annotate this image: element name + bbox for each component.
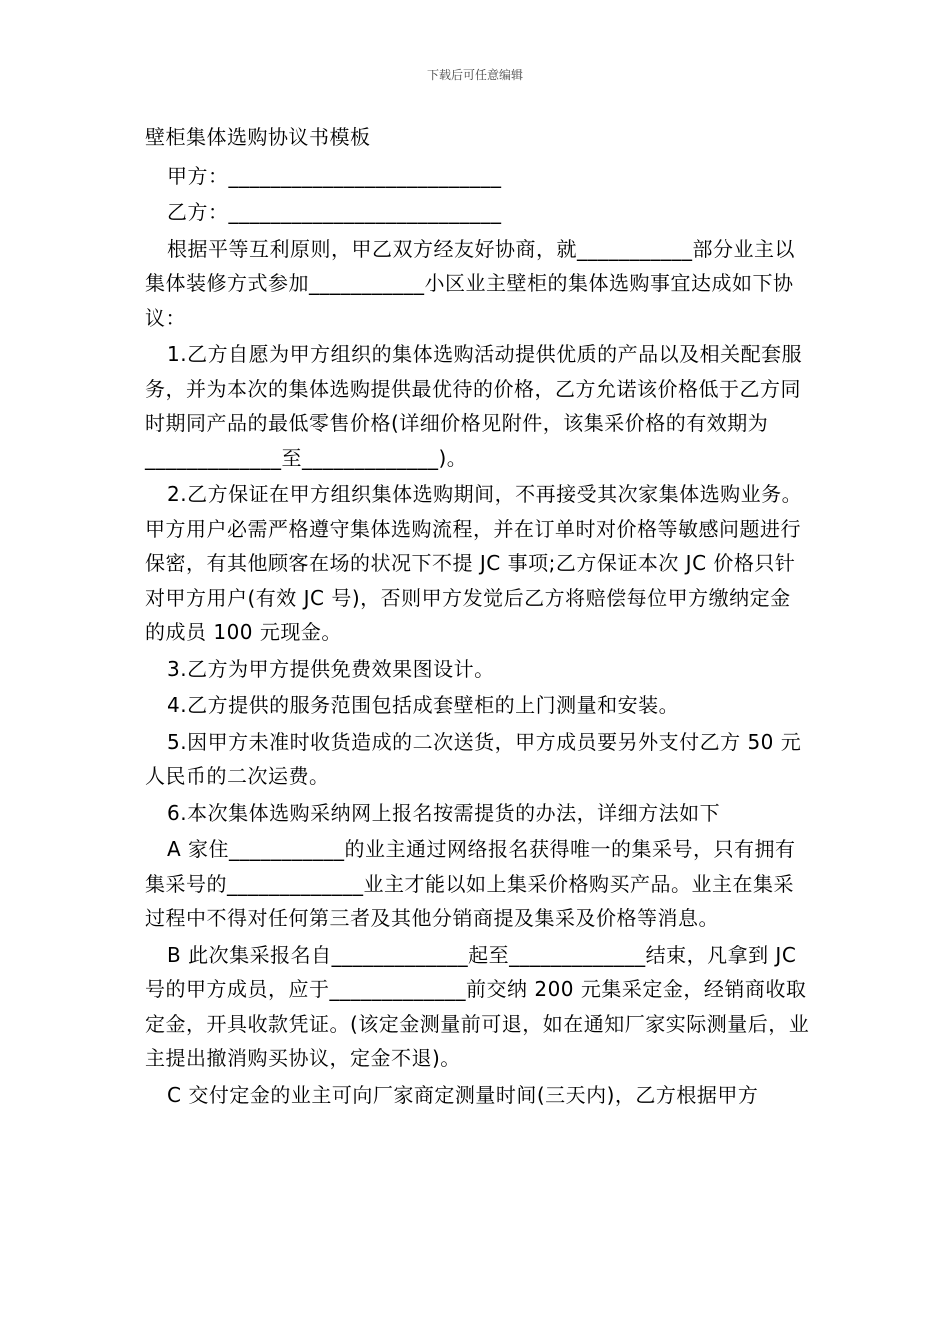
party-b-line: 乙方：__________________________ — [167, 200, 502, 224]
clause-5: 5.因甲方未准时收货造成的二次送货，甲方成员要另外支付乙方 50 元人民币的二次运费。 — [145, 729, 802, 788]
clause-6: 6.本次集体选购采纳网上报名按需提货的办法，详细方法如下 — [167, 800, 721, 825]
page-header-note: 下载后可任意编辑 — [426, 68, 523, 82]
clause-4: 4.乙方提供的服务范围包括成套壁柜的上门测量和安装。 — [167, 693, 680, 717]
clause-6-c: C 交付定金的业主可向厂家商定测量时间(三天内)，乙方根据甲方 — [167, 1082, 759, 1107]
document-body — [145, 120, 810, 1114]
intro-paragraph: 根据平等互利原则，甲乙双方经友好协商，就___________部分业主以集体装修方式参加___________小区业主壁柜的集体选购事宜达成如下协议： — [145, 236, 795, 330]
clause-3: 3.乙方为甲方提供免费效果图设计。 — [167, 656, 495, 681]
party-a-line: 甲方：__________________________ — [167, 163, 502, 188]
clause-6-b: B 此次集采报名自_____________起至_____________结束，凡拿到 JC 号的甲方成员，应于_____________前交纳 200 元集采定金，经销商收取定金，开具收款凭证。(该定金测量前可退，如在通知厂家实际测量后，业主提出撤消购买协议，定金不退)。 — [145, 942, 810, 1070]
clause-2: 2.乙方保证在甲方组织集体选购期间，不再接受其次家集体选购业务。甲方用户必需严格遵守集体选购流程，并在订单时对价格等敏感问题进行保密，有其他顾客在场的状况下不提 JC 事项;乙方保证本次 JC 价格只针对甲方用户(有效 JC 号)，否则甲方发觉后乙方将赔偿每位甲方缴纳定金的成员 100 元现金。 — [145, 482, 803, 644]
clause-1: 1.乙方自愿为甲方组织的集体选购活动提供优质的产品以及相关配套服务，并为本次的集体选购提供最优待的价格，乙方允诺该价格低于乙方同时期同产品的最低零售价格(详细价格见附件，该集采价格的有效期为_____________至_____________)。 — [145, 342, 803, 470]
clause-6-a: A 家住___________的业主通过网络报名获得唯一的集采号，只有拥有集采号的_____________业主才能以如上集采价格购买产品。业主在集采过程中不得对任何第三者及其他分销商提及集采及价格等消息。 — [145, 837, 796, 930]
document-title: 壁柜集体选购协议书模板 — [145, 125, 371, 149]
